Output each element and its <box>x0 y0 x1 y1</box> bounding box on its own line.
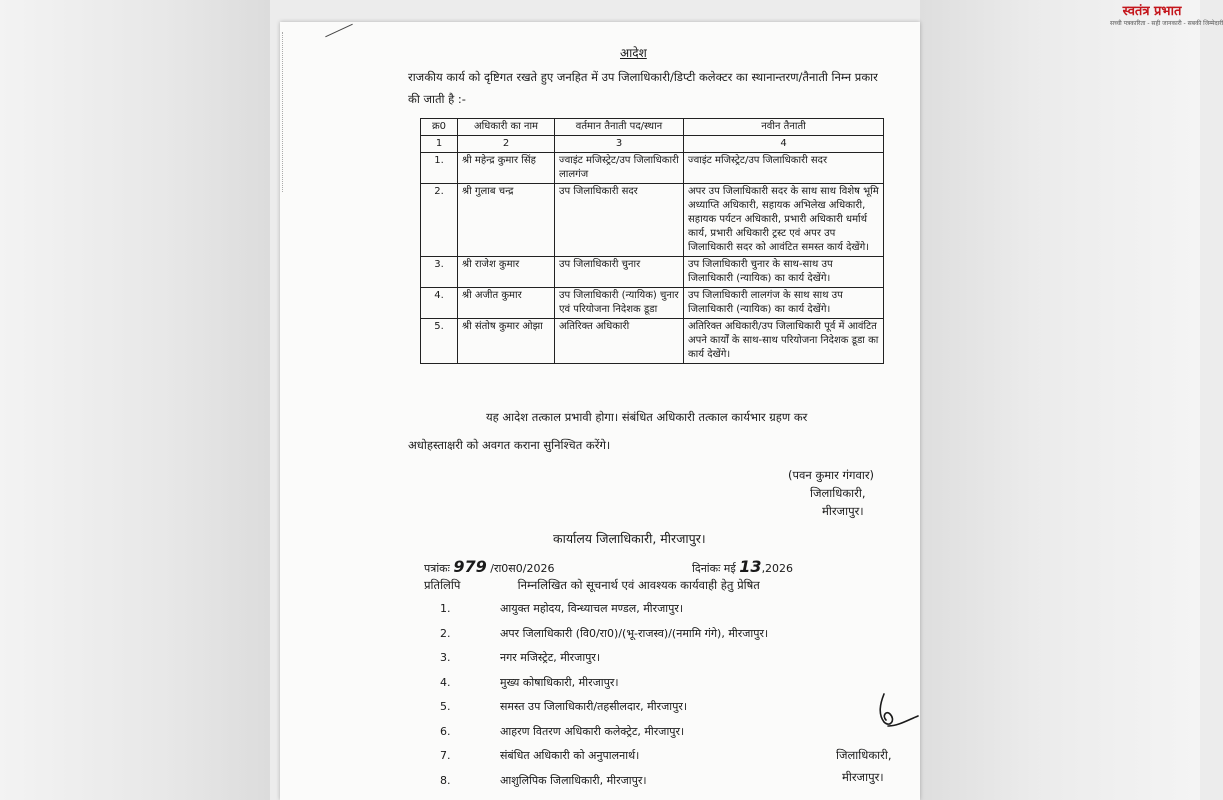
col-number: 2 <box>458 136 555 153</box>
recipient-text: आशुलिपिक जिलाधिकारी, मीरजापुर। <box>500 773 647 787</box>
copy-to-line <box>424 578 760 593</box>
forwarding-signature-block <box>836 744 892 788</box>
watermark-name: स्वतंत्र प्रभात <box>1122 4 1182 19</box>
transfer-table <box>420 118 884 364</box>
row-officer-name: श्री गुलाब चन्द्र <box>458 184 555 257</box>
signatory-designation: जिलाधिकारी, <box>836 748 892 762</box>
letter-number <box>424 557 554 576</box>
table-header-row <box>421 119 884 136</box>
header-name: अधिकारी का नाम <box>458 119 555 136</box>
recipient-number: 3. <box>440 651 451 664</box>
recipient-text: अपर जिलाधिकारी (वि0/रा0)/(भू-राजस्व)/(नमामि गंगे), मीरजापुर। <box>500 626 769 640</box>
table-row <box>421 184 884 257</box>
list-item <box>440 722 768 747</box>
row-current-posting: उप जिलाधिकारी (न्यायिक) चुनार एवं परियोजना निदेशक डूडा <box>555 288 684 319</box>
row-serial: 1. <box>421 153 458 184</box>
row-new-posting: अतिरिक्त अधिकारी/उप जिलाधिकारी पूर्व में आवंटित अपने कार्यों के साथ-साथ परियोजना निदेशक डूडा का कार्य देखेंगे। <box>684 319 884 364</box>
recipient-list <box>440 599 768 795</box>
list-item <box>440 771 768 796</box>
recipient-text: आयुक्त महोदय, विन्ध्याचल मण्डल, मीरजापुर। <box>500 602 684 615</box>
row-current-posting: अतिरिक्त अधिकारी <box>555 319 684 364</box>
list-item <box>440 648 768 673</box>
col-number: 3 <box>555 136 684 153</box>
row-serial: 2. <box>421 184 458 257</box>
row-officer-name: श्री महेन्द्र कुमार सिंह <box>458 153 555 184</box>
recipient-text: आहरण वितरण अधिकारी कलेक्ट्रेट, मीरजापुर। <box>500 724 685 738</box>
row-serial: 5. <box>421 319 458 364</box>
row-officer-name: श्री संतोष कुमार ओझा <box>458 319 555 364</box>
pen-stroke-mark <box>325 24 353 38</box>
order-intro: राजकीय कार्य को दृष्टिगत रखते हुए जनहित में उप जिलाधिकारी/डिप्टी कलेक्टर का स्थानान्तरण/तैनाती निम्न प्रकार की जाती है :- <box>408 70 878 106</box>
table-row <box>421 257 884 288</box>
recipient-text: मुख्य कोषाधिकारी, मीरजापुर। <box>500 675 619 689</box>
background-right <box>920 0 1223 800</box>
watermark-tagline: सच्ची पत्रकारिता - सही जानकारी - सबकी जिम्मेदारी <box>1110 20 1223 27</box>
list-item <box>440 697 768 722</box>
recipient-text: समस्त उप जिलाधिकारी/तहसीलदार, मीरजापुर। <box>500 700 688 713</box>
recipient-number: 1. <box>440 602 451 615</box>
row-new-posting: अपर उप जिलाधिकारी सदर के साथ साथ विशेष भूमि अध्याप्ति अधिकारी, सहायक अभिलेख अधिकारी, सहायक पर्यटन अधिकारी, प्रभारी अधिकारी धर्मार्थ कार्य, प्रभारी अधिकारी ट्रस्ट एवं अपर उप जिलाधिकारी सदर को आवंटित समस्त कार्य देखेंगे। <box>684 184 884 257</box>
list-item <box>440 624 768 649</box>
letter-date-suffix: ,2026 <box>761 562 794 575</box>
letter-date-label: दिनांकः मई <box>692 562 736 575</box>
list-item <box>440 599 768 624</box>
recipient-number: 6. <box>440 724 451 738</box>
copy-label: प्रतिलिपि <box>424 578 461 592</box>
col-number: 1 <box>421 136 458 153</box>
table-column-number-row <box>421 136 884 153</box>
row-new-posting: ज्वाइंट मजिस्ट्रेट/उप जिलाधिकारी सदर <box>684 153 884 184</box>
recipient-number: 2. <box>440 626 451 640</box>
row-current-posting: उप जिलाधिकारी चुनार <box>555 257 684 288</box>
signatory-designation: जिलाधिकारी, <box>810 486 866 500</box>
row-serial: 3. <box>421 257 458 288</box>
letter-number-handwritten: 979 <box>453 557 487 576</box>
signatory-place: मीरजापुर। <box>822 504 864 518</box>
order-closing <box>408 406 890 456</box>
table-row <box>421 319 884 364</box>
handwritten-initial-mark <box>874 690 920 730</box>
recipient-number: 7. <box>440 749 451 762</box>
signatory-name: (पवन कुमार गंगवार) <box>788 468 875 482</box>
letter-number-suffix: /रा0स0/2026 <box>490 562 555 575</box>
letter-date-day-handwritten: 13 <box>739 557 762 576</box>
document-page <box>280 22 920 800</box>
row-current-posting: उप जिलाधिकारी सदर <box>555 184 684 257</box>
watermark-logo <box>1110 4 1223 32</box>
row-new-posting: उप जिलाधिकारी चुनार के साथ-साथ उप जिलाधिकारी (न्यायिक) का कार्य देखेंगे। <box>684 257 884 288</box>
row-serial: 4. <box>421 288 458 319</box>
letter-date <box>692 557 793 576</box>
closing-line-1: यह आदेश तत्काल प्रभावी होगा। संबंधित अधिकारी तत्काल कार्यभार ग्रहण कर <box>486 410 808 424</box>
letter-number-label: पत्रांकः <box>424 562 450 575</box>
row-officer-name: श्री अजीत कुमार <box>458 288 555 319</box>
order-signature-block <box>788 466 874 520</box>
office-heading: कार्यालय जिलाधिकारी, मीरजापुर। <box>553 531 706 546</box>
row-new-posting: उप जिलाधिकारी लालगंज के साथ साथ उप जिलाधिकारी (न्यायिक) का कार्य देखेंगे। <box>684 288 884 319</box>
table-row <box>421 288 884 319</box>
recipient-number: 4. <box>440 675 451 689</box>
header-serial: क्र0 <box>421 119 458 136</box>
list-item <box>440 673 768 698</box>
recipient-number: 5. <box>440 700 451 713</box>
list-item <box>440 746 768 771</box>
recipient-text: संबंधित अधिकारी को अनुपालनार्थ। <box>500 749 640 762</box>
closing-line-2: अधोहस्ताक्षरी को अवगत कराना सुनिश्चित करेंगे। <box>408 438 611 452</box>
recipient-text: नगर मजिस्ट्रेट, मीरजापुर। <box>500 651 601 664</box>
signatory-place: मीरजापुर। <box>842 770 884 784</box>
page-edge-marks <box>282 32 297 192</box>
background-left <box>0 0 270 800</box>
col-number: 4 <box>684 136 884 153</box>
recipient-number: 8. <box>440 773 451 787</box>
header-current-posting: वर्तमान तैनाती पद/स्थान <box>555 119 684 136</box>
copy-text: निम्नलिखित को सूचनार्थ एवं आवश्यक कार्यवाही हेतु प्रेषित <box>517 578 760 592</box>
table-row <box>421 153 884 184</box>
row-officer-name: श्री राजेश कुमार <box>458 257 555 288</box>
row-current-posting: ज्वाइंट मजिस्ट्रेट/उप जिलाधिकारी लालगंज <box>555 153 684 184</box>
order-title: आदेश <box>620 46 647 60</box>
header-new-posting: नवीन तैनाती <box>684 119 884 136</box>
